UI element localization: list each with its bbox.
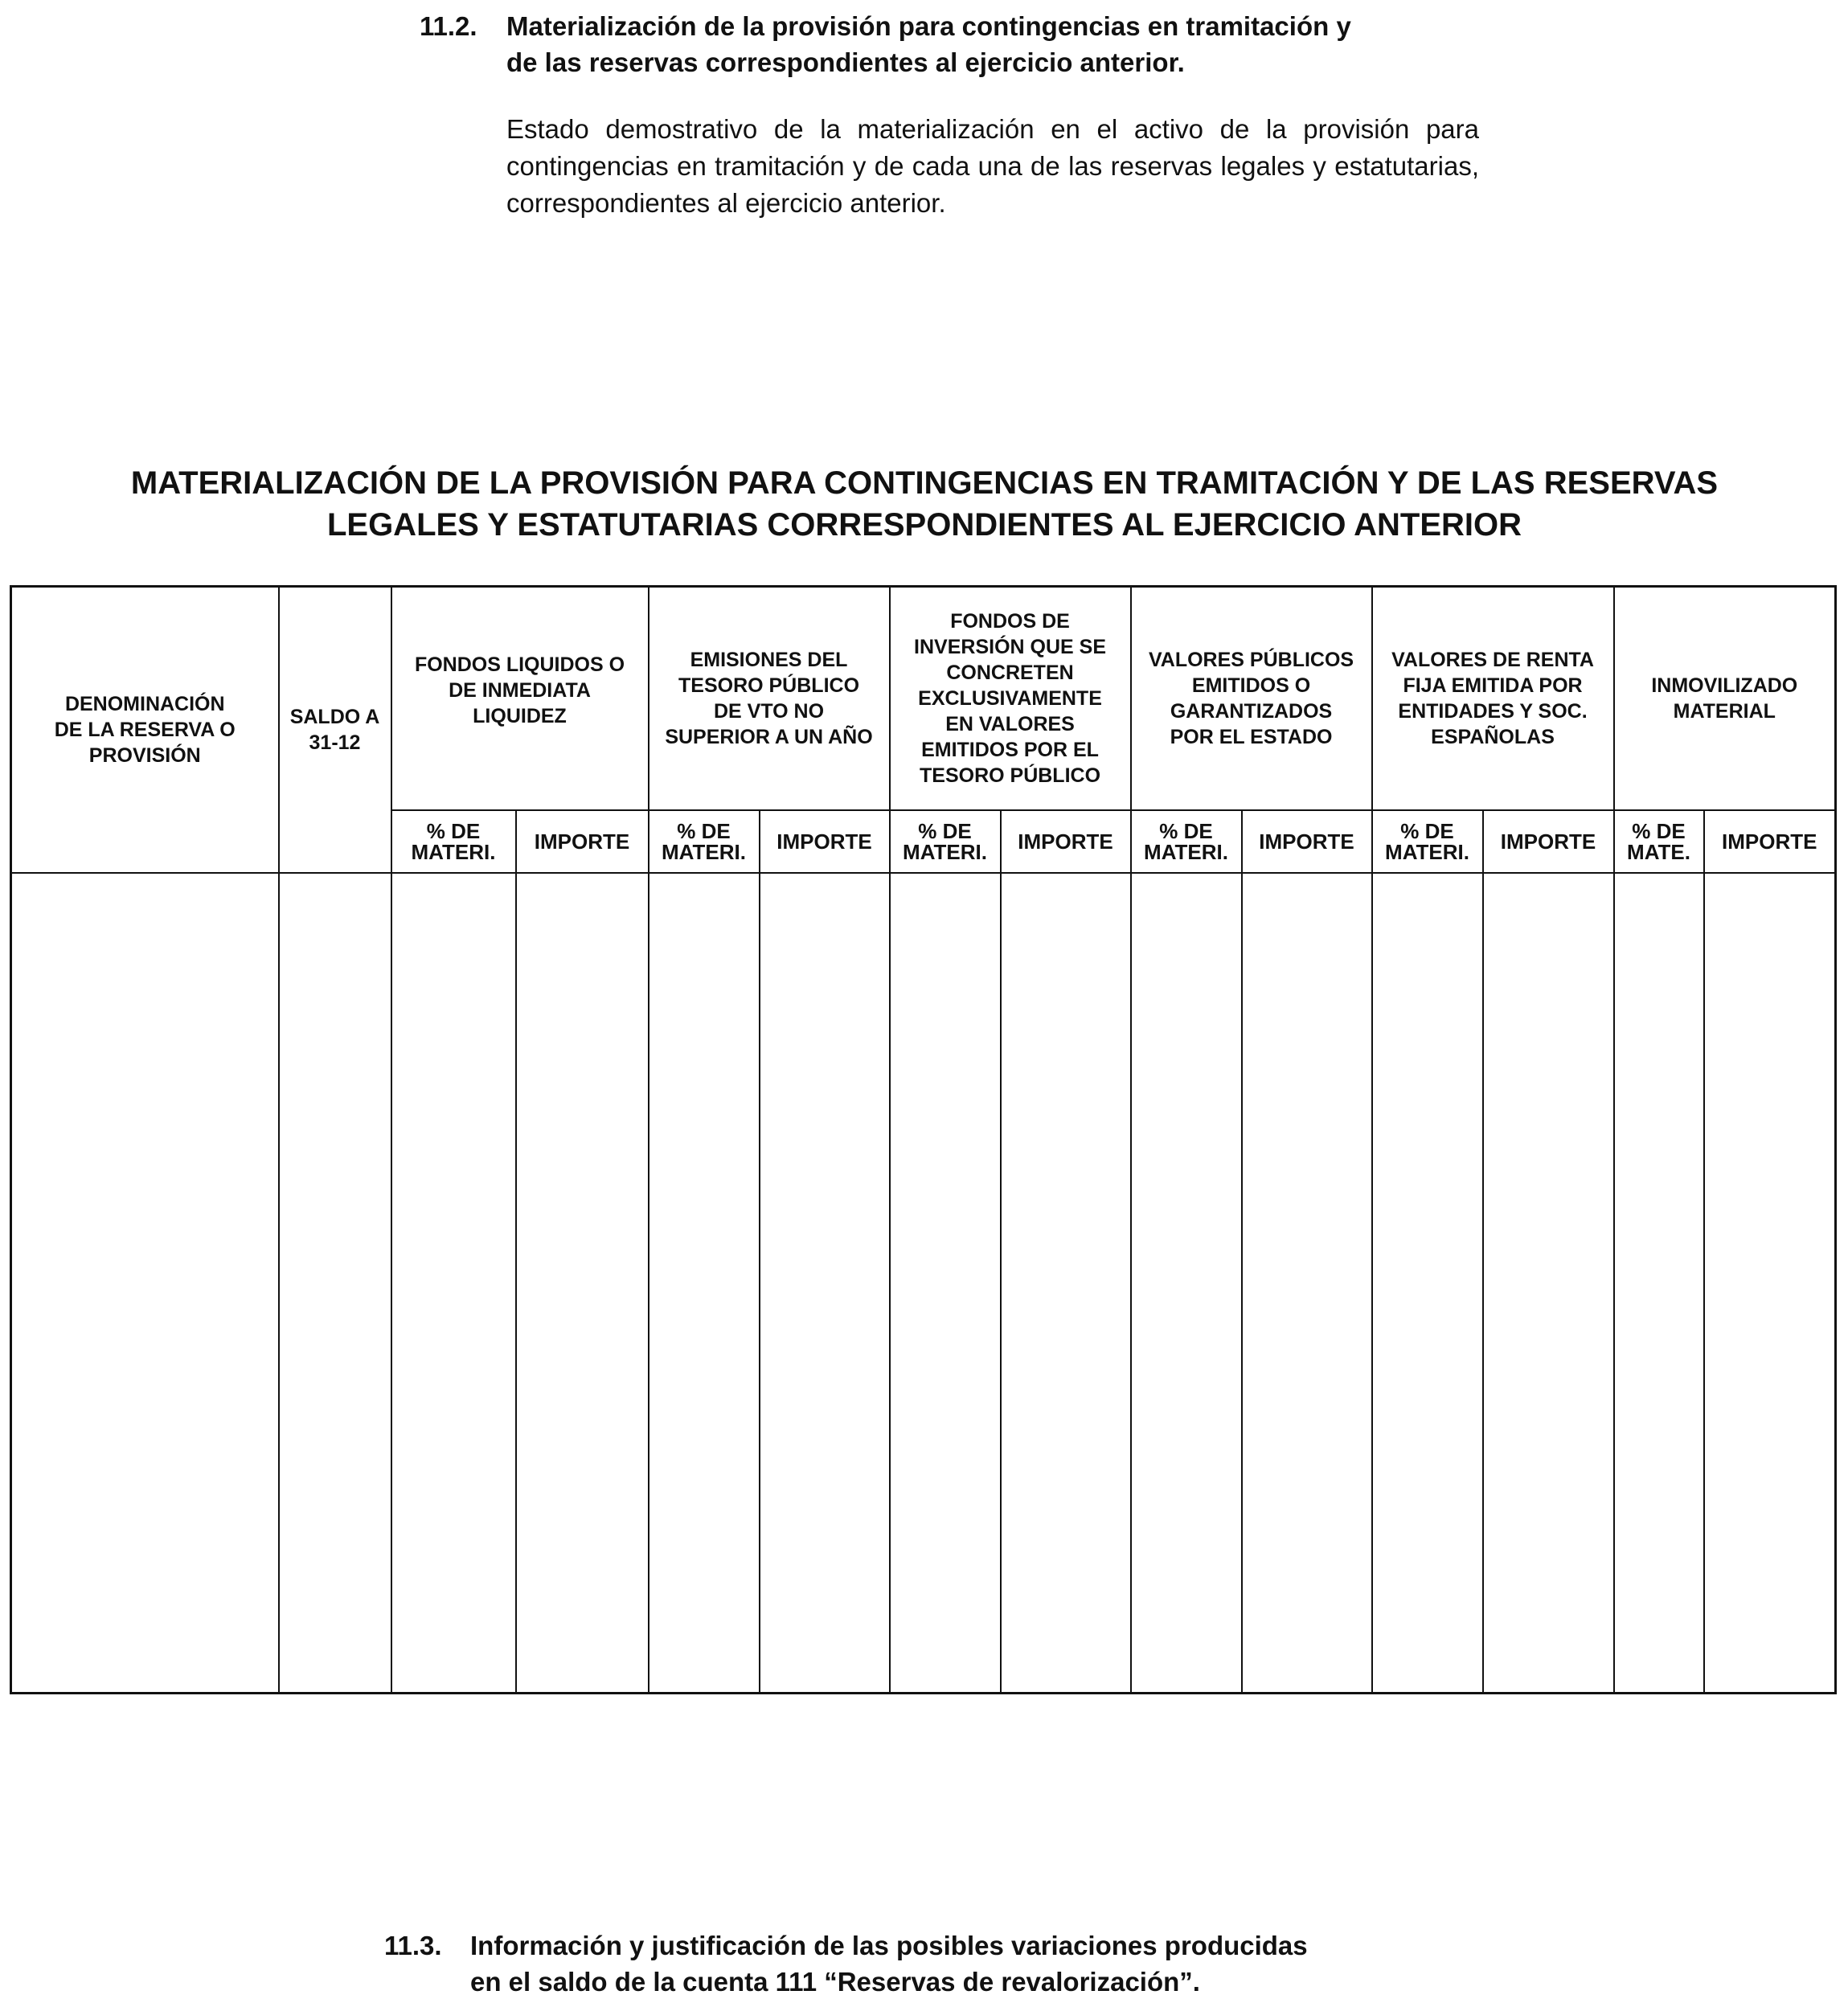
cell-pct[interactable] [391,873,516,1694]
subheader-text-line: % DE [1400,818,1454,843]
section-number: 11.2. [420,11,477,41]
header-fondos-inversion [890,587,1131,810]
header-text-line: DENOMINACIÓN [64,692,225,715]
header-denominacion [11,587,279,873]
header-text-line: ESPAÑOLAS [1431,725,1555,748]
cell-saldo[interactable] [279,873,391,1694]
subheader-text-line: MATE. [1627,839,1690,864]
cell-pct[interactable] [649,873,760,1694]
cell-pct[interactable] [1372,873,1483,1694]
section-title [470,1927,1443,2000]
subheader-text-line: MATERI. [1385,839,1469,864]
header-emisiones-tesoro [649,587,890,810]
subheader-text-line: % DE [677,818,731,843]
subheader-importe: IMPORTE [760,810,890,873]
cell-importe[interactable] [1704,873,1836,1694]
header-text-line: EXCLUSIVAMENTE [918,686,1102,710]
section-number: 11.3. [384,1931,442,1960]
subheader-importe: IMPORTE [1001,810,1131,873]
header-text-line: EMITIDOS O [1191,674,1311,697]
header-text-line: LIQUIDEZ [473,705,567,727]
subheader-pct [1131,810,1242,873]
header-text-line: EMISIONES DEL [690,648,848,671]
subheader-pct [391,810,516,873]
header-text-line: INMOVILIZADO [1651,674,1798,697]
cell-importe[interactable] [760,873,890,1694]
header-text-line: PROVISIÓN [88,743,201,767]
section-title-line-1: Materialización de la provisión para contingencias en tramitación y [506,11,1351,41]
header-text-line: INVERSIÓN QUE SE [914,635,1106,658]
cell-pct[interactable] [890,873,1001,1694]
header-text-line: SUPERIOR A UN AÑO [665,725,873,748]
header-saldo [279,587,391,873]
header-text-line: 31-12 [309,731,361,754]
header-valores-publicos [1131,587,1372,810]
header-text-line: GARANTIZADOS [1170,699,1333,723]
cell-importe[interactable] [1242,873,1372,1694]
table-header-row [11,587,1836,810]
subheader-text-line: MATERI. [903,839,987,864]
cell-pct[interactable] [1614,873,1704,1694]
header-text-line: SALDO A [289,705,380,728]
subheader-pct [1614,810,1704,873]
subheader-pct [649,810,760,873]
cell-importe[interactable] [1001,873,1131,1694]
header-text-line: MATERIAL [1673,699,1776,723]
subheader-text-line: % DE [426,818,481,843]
section-title-line-2: en el saldo de la cuenta 111 “Reservas de revalorización”. [470,1967,1200,1997]
section-title-line-1: Información y justificación de las posibles variaciones producidas [470,1931,1308,1960]
header-text-line: TESORO PÚBLICO [920,764,1101,787]
header-valores-renta-fija [1372,587,1614,810]
materialization-table [10,585,1837,1694]
subheader-text-line: MATERI. [662,839,746,864]
subheader-importe: IMPORTE [516,810,649,873]
cell-importe[interactable] [1483,873,1614,1694]
section-title-line-2: de las reservas correspondientes al ejercicio anterior. [506,47,1185,77]
header-inmovilizado [1614,587,1836,810]
subheader-text-line: % DE [1159,818,1213,843]
header-text-line: POR EL ESTADO [1170,725,1333,748]
cell-pct[interactable] [1131,873,1242,1694]
header-text-line: DE INMEDIATA [449,679,591,702]
header-text-line: VALORES DE RENTA [1391,648,1594,671]
subheader-importe: IMPORTE [1483,810,1614,873]
table-body-row [11,873,1836,1694]
subheader-text-line: MATERI. [1144,839,1228,864]
subheader-importe: IMPORTE [1704,810,1836,873]
header-text-line: TESORO PÚBLICO [678,674,860,697]
cell-importe[interactable] [516,873,649,1694]
cell-denominacion[interactable] [11,873,279,1694]
header-text-line: EN VALORES [945,712,1075,735]
subheader-importe: IMPORTE [1242,810,1372,873]
subheader-text-line: % DE [918,818,972,843]
header-fondos-liquidos [391,587,649,810]
table-title-line-1: MATERIALIZACIÓN DE LA PROVISIÓN PARA CONTINGENCIAS EN TRAMITACIÓN Y DE LAS RESERVAS [130,465,1719,501]
intro-paragraph: Estado demostrativo de la materialización en el activo de la provisión para contingencias en tramitación y de cada una de las reservas legales y estatutarias, correspondientes al ejercicio anterior. [506,114,1479,218]
header-text-line: VALORES PÚBLICOS [1148,648,1354,671]
header-text-line: FONDOS DE [950,609,1070,633]
header-text-line: DE LA RESERVA O [54,718,236,741]
table-title-line-2: LEGALES Y ESTATUTARIAS CORRESPONDIENTES AL EJERCICIO ANTERIOR [326,507,1522,543]
subheader-pct [1372,810,1483,873]
header-text-line: EMITIDOS POR EL [921,738,1099,761]
subheader-text-line: % DE [1632,818,1686,843]
header-text-line: FIJA EMITIDA POR [1403,674,1583,697]
table-title [64,462,1784,546]
header-text-line: CONCRETEN [946,661,1074,684]
subheader-pct [890,810,1001,873]
header-text-line: ENTIDADES Y SOC. [1398,699,1588,723]
header-text-line: FONDOS LIQUIDOS O [414,653,625,676]
header-text-line: DE VTO NO [713,699,825,723]
section-title [506,8,1479,80]
subheader-text-line: MATERI. [411,839,496,864]
